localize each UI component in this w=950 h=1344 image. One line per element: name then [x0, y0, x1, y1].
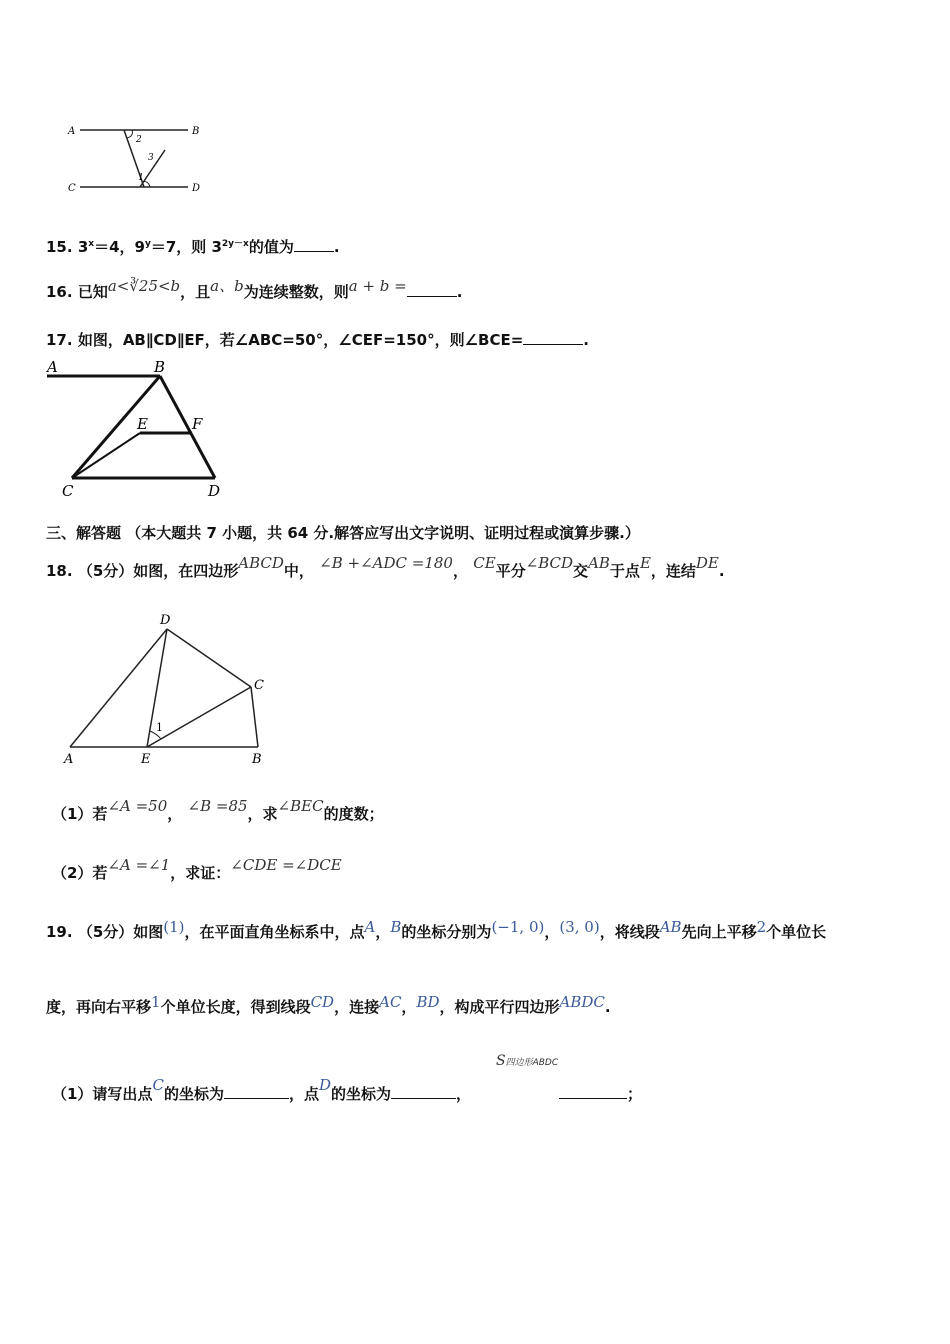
figure-q17 — [42, 356, 232, 501]
q18-t5: 交 — [573, 562, 589, 580]
q18-m2: ∠B +∠ADC =180 — [319, 554, 453, 572]
q19-l2-m2: CD — [310, 993, 335, 1011]
point-label-b: B — [192, 126, 200, 137]
q19-p1-t1: 的坐标为 — [163, 1085, 224, 1103]
q18-p1-end: 的度数； — [323, 805, 384, 823]
question-19 — [46, 918, 827, 942]
q18-m3: CE — [473, 554, 496, 572]
q19-l2-m3: AC — [379, 993, 402, 1011]
q17-label-b: B — [154, 358, 166, 376]
figure-parallel-lines-angles — [60, 118, 210, 198]
question-number: 17. — [46, 331, 73, 349]
q16-text-3: 为连续整数，则 — [243, 283, 349, 301]
q15-text-a: 3 — [77, 238, 89, 256]
question-number: 19. — [46, 923, 73, 941]
q19-part-1 — [52, 1076, 643, 1104]
q19-m7: 2 — [756, 918, 767, 936]
q16-math-3: a + b = — [348, 277, 407, 295]
q17-end: . — [583, 331, 589, 349]
question-19-line-2 — [46, 993, 611, 1017]
q17-label-c: C — [62, 482, 74, 500]
q19-p1-end: ； — [627, 1085, 643, 1103]
question-number: 15. — [46, 238, 73, 256]
q18-m4: ∠BCD — [525, 554, 574, 572]
q18-t4: 平分 — [495, 562, 526, 580]
answer-blank — [559, 1084, 627, 1099]
q19-m5: (3, 0) — [559, 918, 600, 936]
q19-t7: 先向上平移 — [681, 923, 757, 941]
q15-exp-b: y — [144, 239, 151, 249]
q18-t1: 如图，在四边形 — [133, 562, 239, 580]
figure-q18 — [58, 607, 278, 772]
q16-math-1: a<∛25<b — [107, 277, 181, 295]
q16-text-2: ，且 — [180, 283, 211, 301]
q17-label-a: A — [47, 358, 58, 376]
q15-end: . — [333, 238, 340, 256]
angle-label-2: 2 — [136, 135, 142, 145]
question-18 — [46, 554, 725, 581]
q19-l2-t3: ，连接 — [334, 998, 380, 1016]
q18-p1-t: ，求 — [247, 805, 278, 823]
q19-l2-m5: ABDC — [559, 993, 605, 1011]
question-16 — [46, 277, 463, 302]
q18-p2-m2: ∠CDE =∠DCE — [230, 856, 342, 874]
part-label: （1）请写出点 — [52, 1085, 153, 1103]
part-label: （1）若 — [52, 805, 108, 823]
q18-label-c: C — [254, 678, 264, 693]
q18-p1-m3: ∠BEC — [277, 797, 324, 815]
q18-label-a: A — [64, 752, 74, 767]
angle-label-1: 1 — [138, 173, 144, 183]
point-label-c: C — [68, 183, 76, 194]
q18-part-1 — [52, 797, 384, 824]
question-17 — [46, 329, 589, 350]
q15-exp-c: 2y－x — [221, 239, 249, 249]
q19-m4: (−1, 0) — [491, 918, 545, 936]
answer-blank — [294, 237, 334, 252]
question-number: 18. — [46, 562, 73, 580]
q15-text-b: ＝4，9 — [94, 238, 145, 256]
question-number: 16. — [46, 283, 73, 301]
area-subscript: 四边形ABDC — [505, 1058, 559, 1068]
q18-p1-m2: ∠B =85 — [187, 797, 248, 815]
point-label-a: A — [68, 126, 76, 137]
part-label: （2）若 — [52, 864, 108, 882]
q19-m6: AB — [659, 918, 682, 936]
points: （5分） — [77, 923, 134, 941]
q15-exp-a: x — [88, 239, 95, 249]
q15-text-c: ＝7，则 3 — [150, 238, 222, 256]
q16-end: . — [456, 283, 463, 301]
q19-p1-t4: ， — [456, 1085, 472, 1103]
q16-text-1: 已知 — [77, 283, 108, 301]
q17-label-d: D — [208, 482, 221, 500]
q18-p2-m1: ∠A =∠1 — [107, 856, 171, 874]
q19-l2-t5: ，构成平行四边形 — [439, 998, 560, 1016]
q18-angle-1: 1 — [156, 721, 163, 734]
q19-l2-t2: 个单位长度，得到线段 — [160, 998, 311, 1016]
q19-l2-m1: 1 — [151, 993, 161, 1011]
q18-m7: DE — [695, 554, 719, 572]
q18-p1-m1: ∠A =50 — [107, 797, 168, 815]
q19-m1: (1) — [163, 918, 185, 936]
answer-blank — [224, 1084, 289, 1099]
q19-m3: B — [390, 918, 402, 936]
q19-t6: ，将线段 — [599, 923, 660, 941]
q18-t6: 于点 — [609, 562, 640, 580]
q19-l2-t4: ， — [401, 998, 417, 1016]
q18-m6: E — [639, 554, 651, 572]
q18-label-e: E — [141, 752, 151, 767]
q19-t3: ， — [375, 923, 391, 941]
q15-text-d: 的值为 — [248, 238, 294, 256]
q19-p1-t3: 的坐标为 — [331, 1085, 392, 1103]
q19-t2: ，在平面直角坐标系中，点 — [184, 923, 365, 941]
answer-blank — [523, 330, 583, 345]
question-15 — [46, 236, 340, 257]
q17-text: 如图，AB∥CD∥EF，若∠ABC=50°，∠CEF=150°，则∠BCE= — [77, 331, 524, 349]
q19-m2: A — [364, 918, 376, 936]
q18-p2-t: ，求证： — [170, 864, 231, 882]
q19-t4: 的坐标分别为 — [401, 923, 492, 941]
q18-t7: ，连结 — [650, 562, 696, 580]
area-s: S — [496, 1053, 506, 1069]
area-symbol — [496, 1053, 558, 1069]
q18-part-2 — [52, 856, 342, 883]
q19-t8: 个单位长 — [766, 923, 827, 941]
q19-l2-end: . — [604, 998, 611, 1016]
answer-blank — [391, 1084, 456, 1099]
q18-p1-sep: ， — [167, 805, 183, 823]
q19-p1-m1: C — [152, 1076, 164, 1094]
q19-l2-t1: 度，再向右平移 — [46, 998, 152, 1016]
q18-label-d: D — [160, 613, 171, 628]
q17-label-f: F — [192, 415, 203, 433]
q17-label-e: E — [137, 415, 148, 433]
q18-label-b: B — [252, 752, 262, 767]
q18-t3: ， — [452, 562, 468, 580]
q19-p1-m2: D — [318, 1076, 331, 1094]
answer-blank — [407, 282, 457, 297]
q18-t2: 中， — [283, 562, 314, 580]
points: （5分） — [77, 562, 134, 580]
q18-m1: ABCD — [238, 554, 284, 572]
q18-end: . — [718, 562, 725, 580]
angle-label-3: 3 — [148, 153, 154, 163]
section-heading: 三、解答题 （本大题共 7 小题，共 64 分.解答应写出文字说明、证明过程或演算步骤.） — [46, 524, 640, 542]
q18-m5: AB — [588, 554, 610, 572]
point-label-d: D — [192, 183, 201, 194]
q16-math-2: a、b — [210, 277, 244, 295]
q19-t5: ， — [544, 923, 560, 941]
q19-t1: 如图 — [133, 923, 164, 941]
q19-l2-m4: BD — [416, 993, 440, 1011]
q19-p1-t2: ，点 — [288, 1085, 319, 1103]
